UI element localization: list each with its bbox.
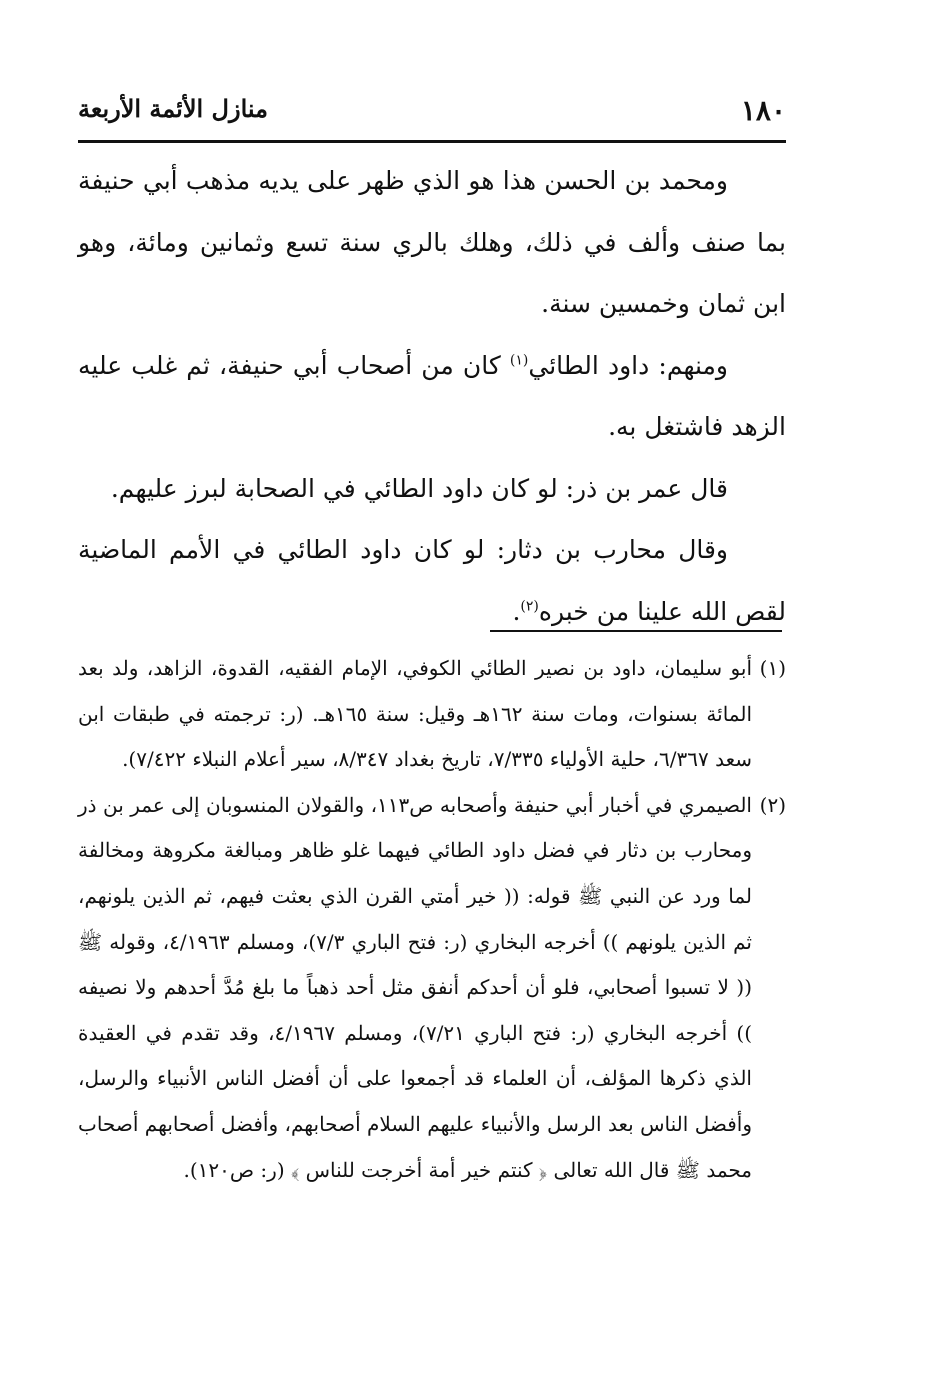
main-text	[78, 150, 786, 642]
header-divider	[78, 140, 786, 143]
paragraph-4	[78, 519, 786, 642]
paragraph-3: قال عمر بن ذر: لو كان داود الطائي في الصحابة لبرز عليهم.	[110, 473, 728, 503]
footnotes	[78, 646, 786, 1193]
footnote-number: (١)	[759, 656, 786, 680]
running-title: منازل الأئمة الأربعة	[78, 94, 268, 123]
footnote-1	[78, 646, 786, 783]
paragraph-2	[78, 335, 786, 458]
footnote-divider	[490, 630, 782, 632]
footnote-ref-1: (١)	[509, 352, 529, 369]
footnote-number: (٢)	[759, 792, 786, 817]
page-number: ١٨٠	[740, 94, 786, 127]
paragraph-4-end: .	[512, 596, 521, 626]
paragraph-2-start: ومنهم: داود الطائي	[528, 350, 728, 380]
paragraph-2-end: كان من أصحاب أبي حنيفة، ثم غلب عليه الزهد فاشتغل به.	[78, 350, 786, 441]
footnote-text: أبو سليمان، داود بن نصير الطائي الكوفي، الإمام الفقيه، القدوة، الزاهد، ولد بعد المائة بسنوات، ومات سنة ١٦٢هـ وقيل: سنة ١٦٥هـ. (ر: ترجمته في طبقات ابن سعد ٦/٣٦٧، حلية الأولياء ٧/٣٣٥، تاريخ بغداد ٨/٣٤٧، سير أعلام النبلاء ٧/٤٢٢).	[78, 656, 752, 772]
paragraph-1: ومحمد بن الحسن هذا هو الذي ظهر على يديه مذهب أبي حنيفة بما صنف وألف في ذلك، وهلك بالري سنة تسع وثمانين ومائة، وهو ابن ثمان وخمسين سنة.	[78, 166, 786, 318]
footnote-ref-2: (٢)	[520, 598, 539, 615]
page-header	[78, 88, 786, 140]
footnote-text: الصيمري في أخبار أبي حنيفة وأصحابه ص١١٣، والقولان المنسوبان إلى عمر بن ذر ومحارب بن دثار في فضل داود الطائي فيهما غلو ظاهر ومبالغة مكروهة ومخالفة لما ورد عن النبي ﷺ قوله: (( خير أمتي القرن الذي بعثت فيهم، ثم الذين يلونهم، ثم الذين يلونهم )) أخرجه البخاري (ر: فتح الباري ٧/٣)، ومسلم ٤/١٩٦٣، وقوله ﷺ (( لا تسبوا أصحابي، فلو أن أحدكم أنفق مثل أحد ذهباً ما بلغ مُدَّ أحدهم ولا نصيفه )) أخرجه البخاري (ر: فتح الباري ٧/٢١)، ومسلم ٤/١٩٦٧، وقد تقدم في العقيدة الذي ذكرها المؤلف، أن العلماء قد أجمعوا على أن أفضل الناس الأنبياء والرسل، وأفضل الناس بعد الرسل والأنبياء عليهم السلام أصحابهم، وأفضل أصحابهم أصحاب محمد ﷺ قال الله تعالى ﴿ كنتم خير أمة أخرجت للناس ﴾ (ر: ص١٢٠).	[78, 792, 753, 1182]
paragraph-4-start: وقال محارب بن دثار: لو كان داود الطائي في الأمم الماضية لقص الله علينا من خبره	[78, 535, 786, 626]
footnote-2	[78, 783, 786, 1193]
